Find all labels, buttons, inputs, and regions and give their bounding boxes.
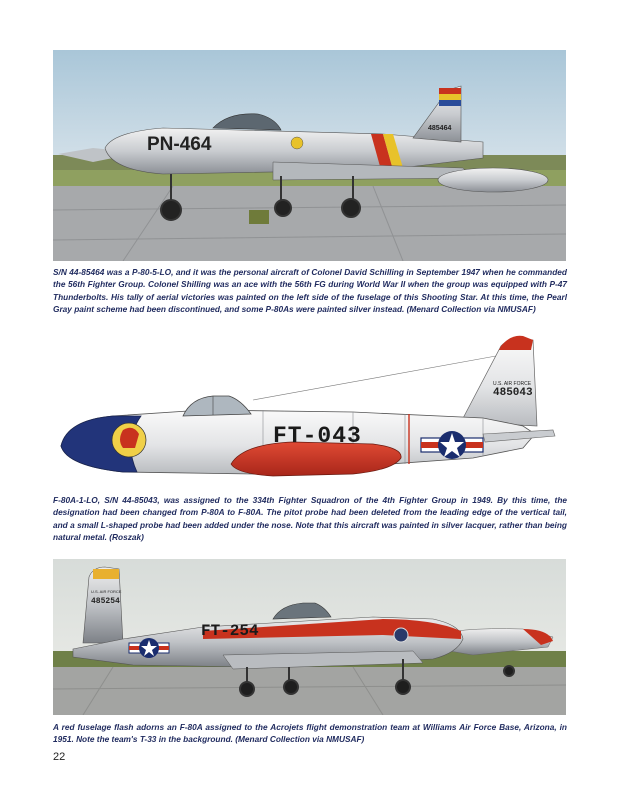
profile-code-text: FT-043 (273, 423, 362, 449)
caption-photo3: A red fuselage flash adorns an F-80A assigned to the Acrojets flight demonstration team at Williams Air Force Base, Arizona, in 1951. Note the team's T-33 in the background. (Menard Collection via NMUSAF) (53, 722, 567, 745)
photo-p80-pn464 (53, 50, 566, 261)
profile-tail-serial: 485043 (493, 387, 533, 399)
photo-f80a-ft254 (53, 559, 566, 715)
photo3-code-text: FT-254 (201, 622, 259, 640)
profile-tail-line1: U.S. AIR FORCE (493, 381, 532, 387)
photo3-tail-line1: U.S. AIR FORCE (91, 589, 122, 594)
photo-p80-pn464-image (53, 50, 566, 261)
photo-f80a-ft254-image (53, 559, 566, 715)
photo1-code-text: PN-464 (147, 134, 212, 155)
caption-profile: F-80A-1-LO, S/N 44-85043, was assigned to the 334th Fighter Squadron of the 4th Fighter Group in 1949. By this time, the designation had been changed from P-80A to F-80A. The pitot probe had been deleted from the leading edge of the vertical tail, and a small L-shaped probe had been added under the nose. Note that this aircraft was painted in silver lacquer, rather than being natural metal. (Roszak) (53, 495, 567, 542)
photo1-tail-serial: 485464 (428, 125, 452, 132)
photo3-tail-serial: 485254 (91, 597, 120, 606)
page-number: 22 (53, 751, 66, 763)
profile-f80a-ft043-illustration (53, 330, 566, 490)
profile-f80a-ft043 (53, 330, 566, 490)
caption-photo1: S/N 44-85464 was a P-80-5-LO, and it was the personal aircraft of Colonel David Schilling in September 1947 when he commanded the 56th Fighter Group. Colonel Shilling was an ace with the 56th FG during World War II when the group was equipped with P-47 Thunderbolts. His tally of aerial victories was painted on the left side of the fuselage of this Shooting Star. At this time, the Pearl Gray paint scheme had been discontinued, and some P-80As were painted silver instead. (Menard Collection via NMUSAF) (53, 267, 567, 314)
